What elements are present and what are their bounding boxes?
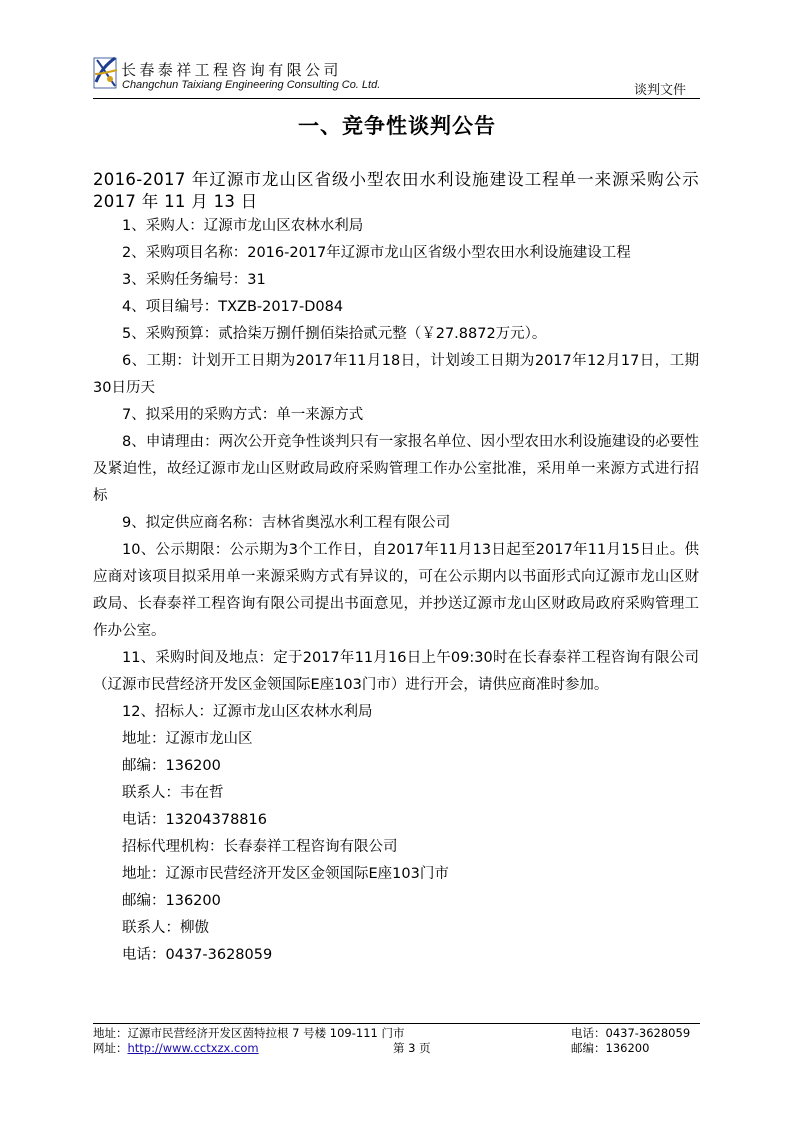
list-item: 7、拟采用的采购方式：单一来源方式 (122, 407, 364, 423)
footer-address: 地址：辽源市民营经济开发区茵特拉根 7 号楼 109-111 门市 (93, 1026, 405, 1040)
contact-line: 招标代理机构：长春泰祥工程咨询有限公司 (122, 839, 398, 855)
contact-line: 邮编：136200 (122, 758, 221, 774)
company-logo-icon (93, 52, 119, 94)
announcement-lead: 2016-2017 年辽源市龙山区省级小型农田水利设施建设工程单一来源采购公示 2017 年 11 月 13 日 (93, 170, 699, 211)
list-item: 3、采购任务编号：31 (122, 272, 266, 288)
contact-line: 地址：辽源市民营经济开发区金领国际E座103门市 (122, 866, 449, 882)
contact-line: 电话：13204378816 (122, 812, 267, 828)
company-name-en: Changchun Taixiang Engineering Consulting Co. Ltd. (122, 79, 381, 91)
list-item: 9、拟定供应商名称：吉林省奥泓水利工程有限公司 (122, 515, 451, 531)
list-item: 5、采购预算：贰拾柒万捌仟捌佰柒拾贰元整（￥27.8872万元）。 (122, 326, 547, 342)
list-item: 4、项目编号：TXZB-2017-D084 (122, 299, 344, 315)
contact-line: 地址：辽源市龙山区 (122, 731, 253, 747)
footer-website (93, 1041, 259, 1056)
page-title: 一、竞争性谈判公告 (298, 113, 496, 138)
contact-line: 电话：0437-3628059 (122, 947, 273, 963)
website-link[interactable]: http://www.cctxzx.com (127, 1041, 259, 1055)
page-header (93, 52, 700, 98)
list-item: 8、申请理由：两次公开竞争性谈判只有一家报名单位、因小型农田水利设施建设的必要性及紧迫性，故经辽源市龙山区财政局政府采购管理工作办公室批准，采用单一来源方式进行招标 (93, 434, 699, 504)
company-name-cn: 长春泰祥工程咨询有限公司 (121, 61, 342, 79)
footer-postcode: 邮编：136200 (571, 1041, 650, 1055)
contact-line: 联系人：韦在哲 (122, 785, 224, 801)
contact-line: 邮编：136200 (122, 893, 221, 909)
document-type-label: 谈判文件 (633, 83, 686, 98)
footer-website-label: 网址： (93, 1041, 128, 1055)
contact-line: 联系人：柳傲 (122, 920, 209, 936)
list-item: 1、采购人：辽源市龙山区农林水利局 (122, 218, 364, 234)
list-item: 10、公示期限：公示期为3个工作日，自2017年11月13日起至2017年11月15日止。供应商对该项目拟采用单一来源采购方式有异议的，可在公示期内以书面形式向辽源市龙山区财政局、长春泰祥工程咨询有限公司提出书面意见，并抄送辽源市龙山区财政局政府采购管理工作办公室。 (93, 542, 699, 639)
footer-phone: 电话：0437-3628059 (571, 1026, 691, 1040)
footer-divider (93, 1023, 700, 1024)
list-item: 2、采购项目名称：2016-2017年辽源市龙山区省级小型农田水利设施建设工程 (122, 245, 631, 261)
list-item: 12、招标人：辽源市龙山区农林水利局 (122, 704, 373, 720)
announcement-body (93, 169, 699, 969)
header-divider (93, 98, 700, 99)
list-item: 6、工期：计划开工日期为2017年11月18日，计划竣工日期为2017年12月17日，工期30日历天 (93, 353, 699, 396)
page-number: 第 3 页 (393, 1041, 431, 1055)
list-item: 11、采购时间及地点：定于2017年11月16日上午09:30时在长春泰祥工程咨询有限公司（辽源市民营经济开发区金领国际E座103门市）进行开会，请供应商准时参加。 (93, 650, 699, 693)
